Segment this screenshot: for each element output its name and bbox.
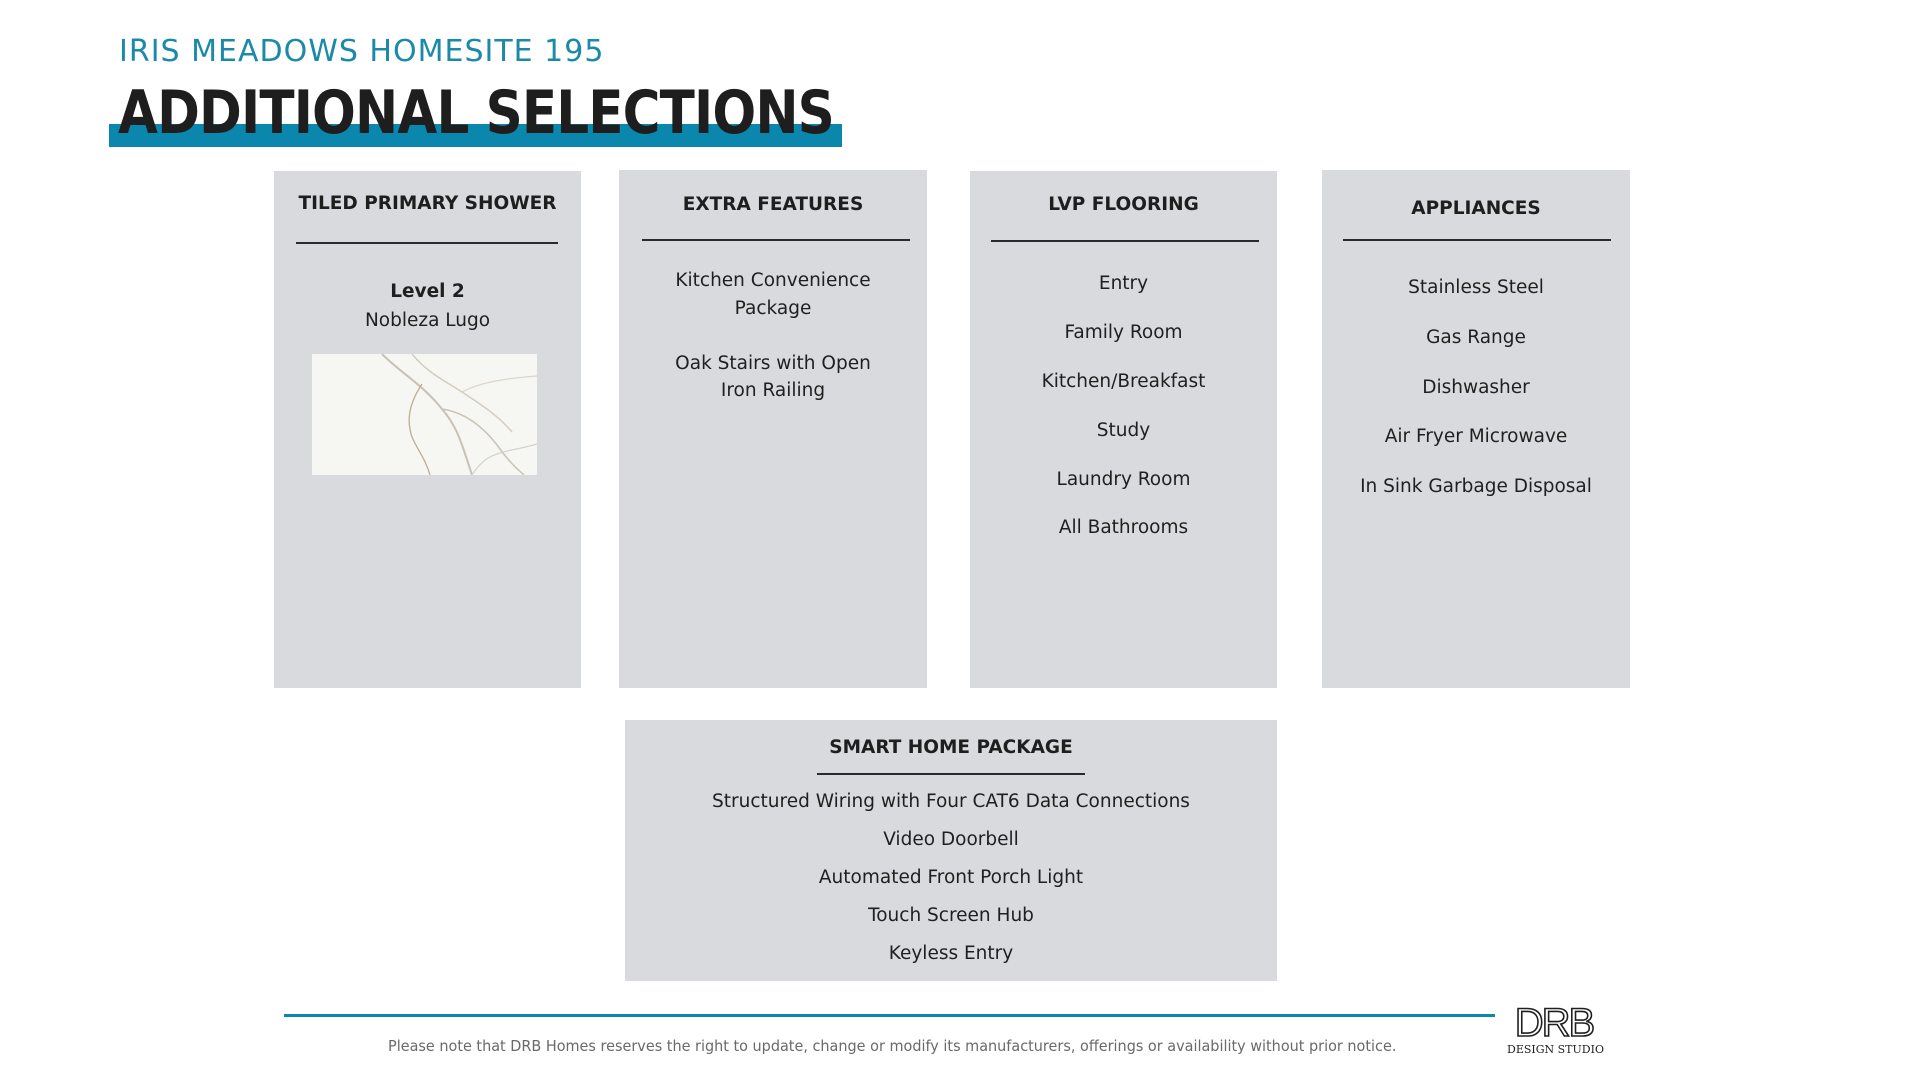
card-title: TILED PRIMARY SHOWER [298,193,557,214]
list-item: Study [1096,420,1151,441]
list-item: Kitchen Convenience [675,270,871,291]
shower-level: Level 2 [390,281,465,302]
list-item: Iron Railing [720,380,826,401]
card-divider [1343,239,1611,241]
card-appliances [1322,170,1630,688]
card-smart-home-package [625,720,1277,981]
list-item: Laundry Room [1056,469,1191,490]
list-item: Touch Screen Hub [868,905,1034,926]
card-divider [817,773,1085,775]
list-item: Gas Range [1426,327,1526,348]
logo-subtext: DESIGN STUDIO [1507,1043,1604,1056]
card-divider [296,242,558,244]
list-item: Kitchen/Breakfast [1041,371,1206,392]
card-title: SMART HOME PACKAGE [829,737,1073,758]
list-item: Structured Wiring with Four CAT6 Data Connections [712,791,1190,812]
drb-design-studio-logo [1507,1003,1602,1057]
svg-text:DRB: DRB [1514,1003,1594,1041]
card-title: APPLIANCES [1411,198,1541,219]
card-divider [991,240,1259,242]
list-item: Stainless Steel [1408,277,1544,298]
card-lvp-flooring [970,171,1277,688]
list-item: Entry [1098,273,1149,294]
card-title: EXTRA FEATURES [682,194,864,215]
page-title: ADDITIONAL SELECTIONS [118,78,834,148]
footer-divider [284,1014,1495,1017]
disclaimer-text: Please note that DRB Homes reserves the right to update, change or modify its manufacturers, offerings or availability without prior notice. [388,1037,1397,1055]
list-item: Air Fryer Microwave [1384,426,1568,447]
homesite-subtitle: IRIS MEADOWS HOMESITE 195 [119,34,605,69]
list-item: Automated Front Porch Light [818,867,1084,888]
list-item: Video Doorbell [883,829,1019,850]
list-item: Family Room [1064,322,1183,343]
list-item: Keyless Entry [888,943,1014,964]
list-item: Oak Stairs with Open [675,353,871,374]
list-item: Package [734,298,812,319]
card-title: LVP FLOORING [1048,194,1199,215]
drb-logo-mark [1507,1003,1602,1041]
list-item: All Bathrooms [1058,517,1189,538]
shower-material: Nobleza Lugo [364,310,491,331]
tile-swatch-image [312,354,537,475]
card-extra-features [619,170,927,688]
card-tiled-primary-shower [274,171,581,688]
list-item: In Sink Garbage Disposal [1360,476,1592,497]
card-divider [642,239,910,241]
list-item: Dishwasher [1422,377,1530,398]
